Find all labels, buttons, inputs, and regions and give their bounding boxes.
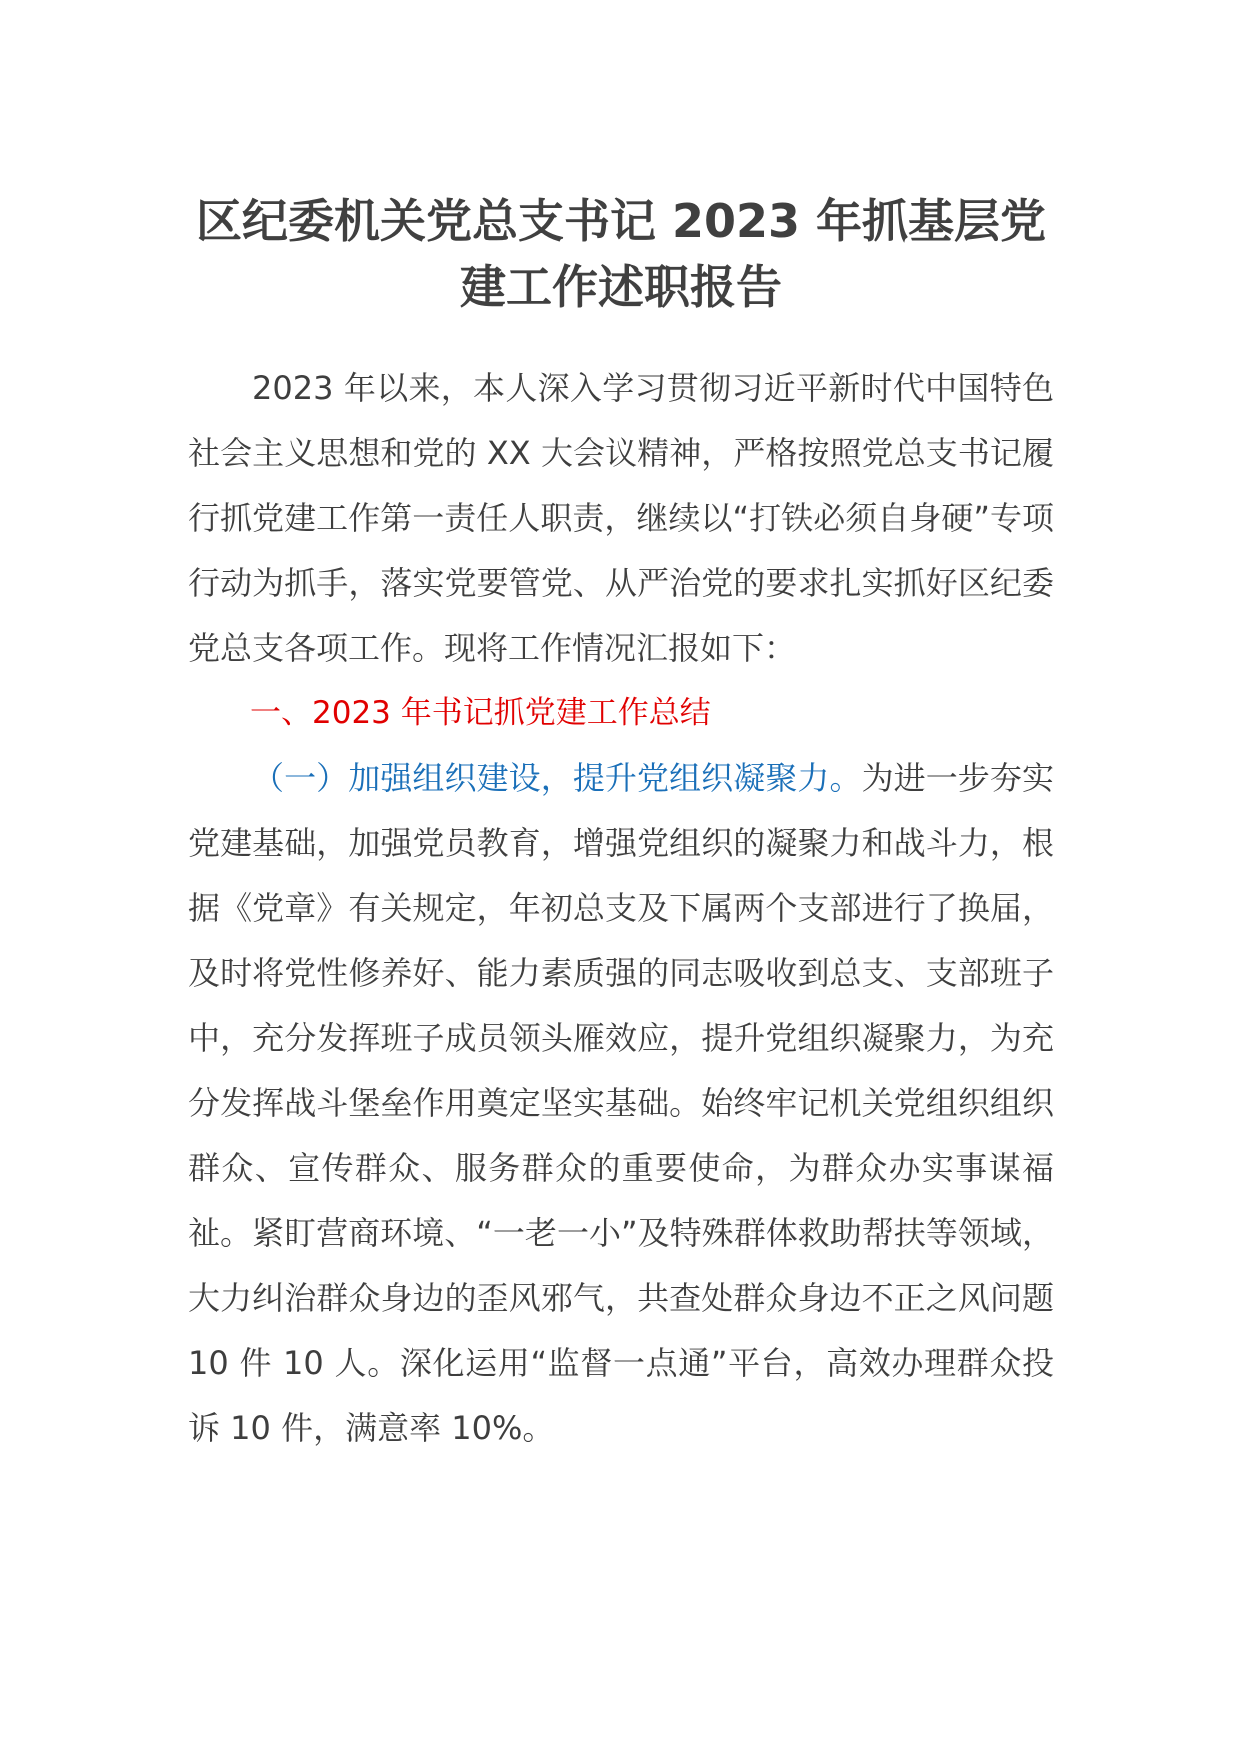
subsection-body-1: 为进一步夯实党建基础，加强党员教育，增强党组织的凝聚力和战斗力，根据《党章》有关规定，年初总支及下属两个支部进行了换届，及时将党性修养好、能力素质强的同志吸收到总支、支部班子中，充分发挥班子成员领头雁效应，提升党组织凝聚力，为充分发挥战斗堡垒作用奠定坚实基础。始终牢记机关党组织组织群众、宣传群众、服务群众的重要使命，为群众办实事谋福祉。紧盯营商环境、“一老一小”及特殊群体救助帮扶等领域，大力纠治群众身边的歪风邪气，共查处群众身边不正之风问题 10 件 10 人。深化运用“监督一点通”平台，高效办理群众投诉 10 件，满意率 10%。 [188,759,1054,1447]
title-line-1: 区纪委机关党总支书记 2023 年抓基层党 [195,194,1047,248]
document-title [188,188,1054,320]
subsection-heading-1: （一）加强组织建设，提升党组织凝聚力。 [252,759,862,797]
document-page [188,0,1054,1461]
subsection-paragraph-1 [188,746,1054,1461]
document-body [188,356,1054,1461]
intro-paragraph: 2023 年以来，本人深入学习贯彻习近平新时代中国特色社会主义思想和党的 XX 大会议精神，严格按照党总支书记履行抓党建工作第一责任人职责，继续以“打铁必须自身硬”专项行动为抓手，落实党要管党、从严治党的要求扎实抓好区纪委党总支各项工作。现将工作情况汇报如下： [188,369,1054,667]
title-line-2: 建工作述职报告 [460,260,782,314]
section-heading-1: 一、2023 年书记抓党建工作总结 [250,695,711,731]
